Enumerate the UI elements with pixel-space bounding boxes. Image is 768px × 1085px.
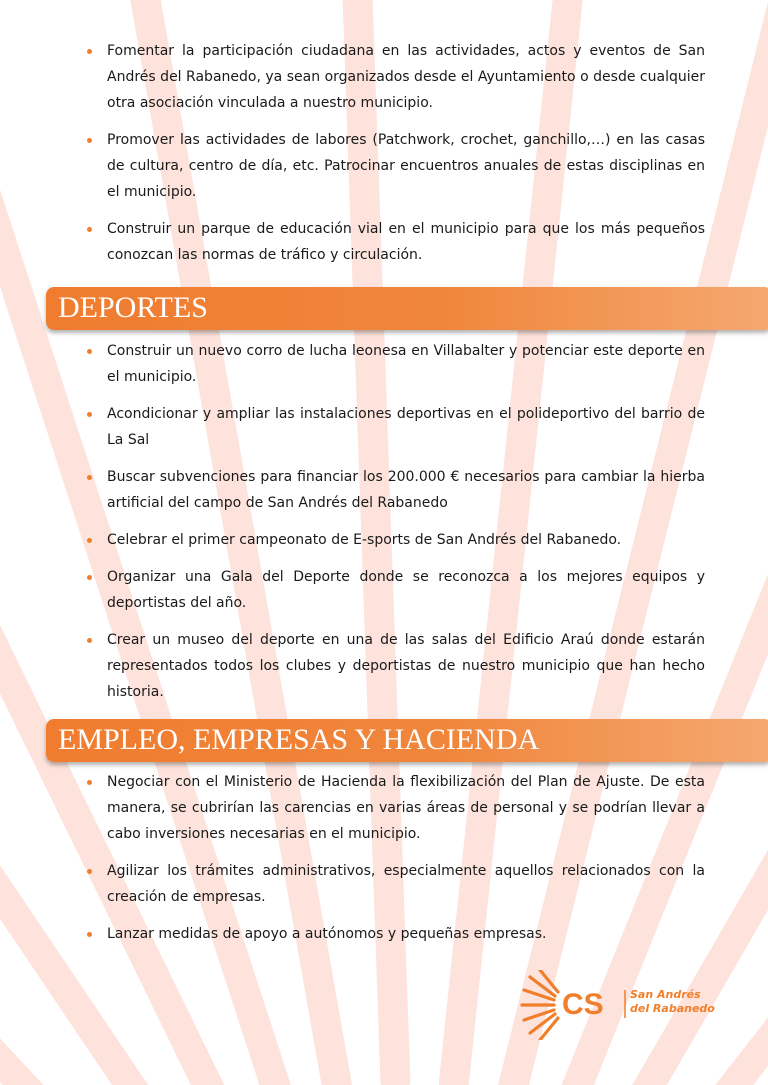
intro-list <box>82 38 705 279</box>
list-item: Organizar una Gala del Deporte donde se reconozca a los mejores equipos y deportistas del año. <box>82 564 705 616</box>
bullet-icon <box>87 49 92 54</box>
bullet-icon <box>87 349 92 354</box>
logo-mark: CS <box>562 988 604 1021</box>
bullet-icon <box>87 869 92 874</box>
list-item: Acondicionar y ampliar las instalaciones deportivas en el polideportivo del barrio de La Sal <box>82 401 705 453</box>
list-item: Fomentar la participación ciudadana en las actividades, actos y eventos de San Andrés del Rabanedo, ya sean organizados desde el Ayuntamiento o desde cualquier otra asociación vinculada a nuestro municipio. <box>82 38 705 116</box>
logo-text-line2: del Rabanedo <box>630 1002 715 1015</box>
list-item: Celebrar el primer campeonato de E-sports de San Andrés del Rabanedo. <box>82 527 705 553</box>
list-item: Crear un museo del deporte en una de las salas del Edificio Araú donde estarán representados todos los clubes y deportistas de nuestro municipio que han hecho historia. <box>82 627 705 705</box>
list-item: Lanzar medidas de apoyo a autónomos y pequeñas empresas. <box>82 921 705 947</box>
bullet-icon <box>87 475 92 480</box>
empleo-list <box>82 769 705 958</box>
logo-sunburst-icon <box>522 970 558 1040</box>
bullet-icon <box>87 638 92 643</box>
section-header-empleo <box>46 719 768 762</box>
list-item: Buscar subvenciones para financiar los 200.000 € necesarios para cambiar la hierba artificial del campo de San Andrés del Rabanedo <box>82 464 705 516</box>
section-title: DEPORTES <box>58 291 208 324</box>
bullet-icon <box>87 575 92 580</box>
list-item: Promover las actividades de labores (Patchwork, crochet, ganchillo,…) en las casas de cultura, centro de día, etc. Patrocinar encuentros anuales de estas disciplinas en el municipio. <box>82 127 705 205</box>
section-header-deportes <box>46 287 768 330</box>
bullet-icon <box>87 227 92 232</box>
deportes-list <box>82 338 705 716</box>
bullet-icon <box>87 138 92 143</box>
logo-text-line1: San Andrés <box>630 988 701 1001</box>
bullet-icon <box>87 412 92 417</box>
list-item: Negociar con el Ministerio de Hacienda la flexibilización del Plan de Ajuste. De esta manera, se cubrirían las carencias en varias áreas de personal y se podrían llevar a cabo inversiones necesarias en el municipio. <box>82 769 705 847</box>
bullet-icon <box>87 932 92 937</box>
bullet-icon <box>87 538 92 543</box>
bullet-icon <box>87 780 92 785</box>
list-item: Agilizar los trámites administrativos, especialmente aquellos relacionados con la creación de empresas. <box>82 858 705 910</box>
list-item: Construir un parque de educación vial en el municipio para que los más pequeños conozcan las normas de tráfico y circulación. <box>82 216 705 268</box>
list-item: Construir un nuevo corro de lucha leonesa en Villabalter y potenciar este deporte en el municipio. <box>82 338 705 390</box>
section-title: EMPLEO, EMPRESAS Y HACIENDA <box>58 723 540 756</box>
